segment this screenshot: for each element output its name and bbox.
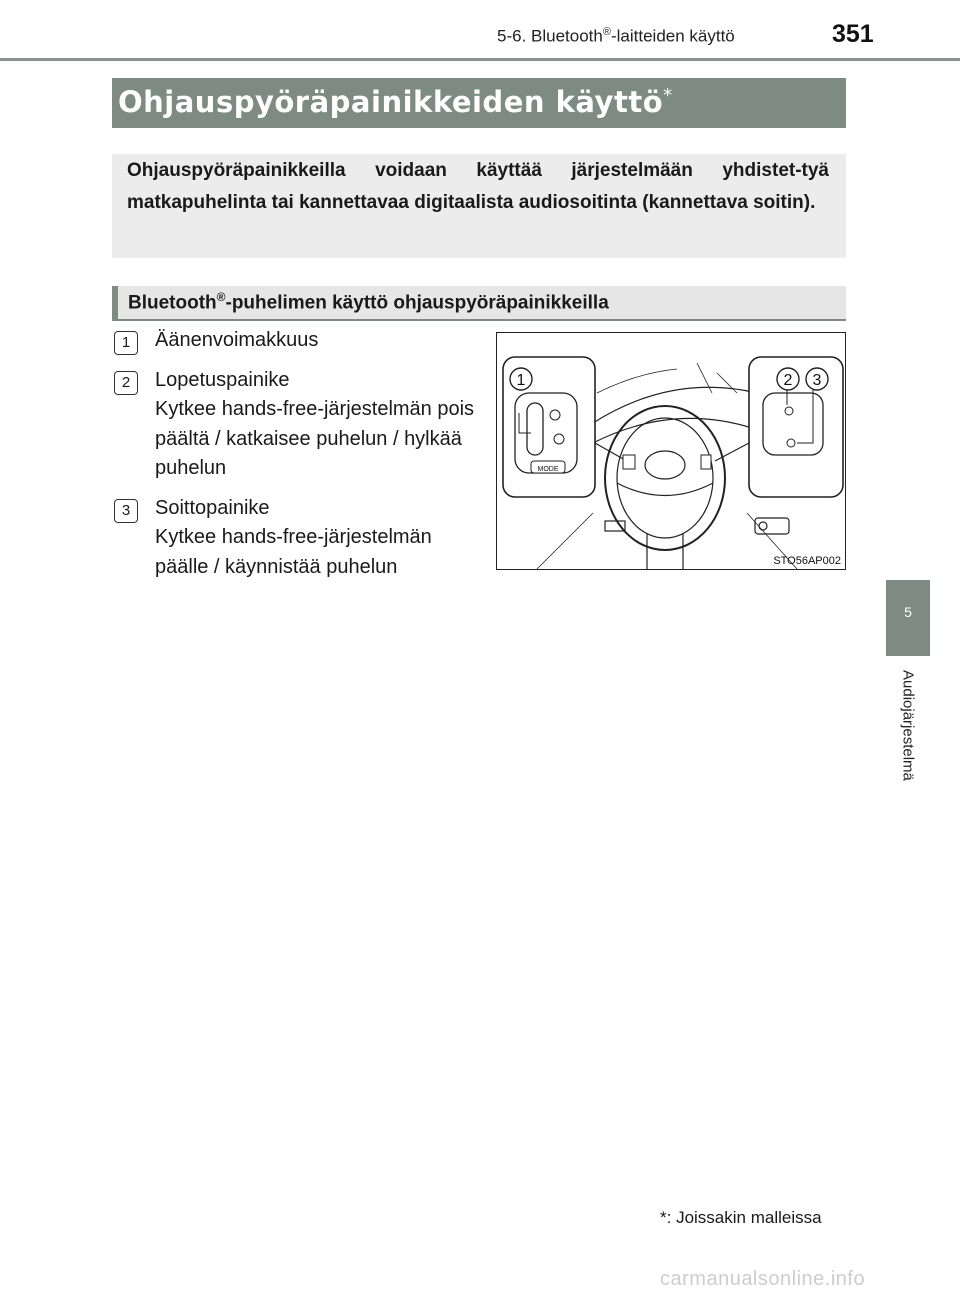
- subsection-heading-bar: [112, 286, 846, 320]
- page-title-bar: [112, 78, 846, 128]
- registered-mark: ®: [602, 26, 611, 38]
- callout-1: 1: [516, 372, 526, 389]
- intro-text: Ohjauspyöräpainikkeilla voidaan käyttää järjestelmään yhdistet-tyä matkapuhelinta tai kannettavaa digitaalista audiosoitinta (kannettava soitin).: [127, 160, 829, 213]
- section-heading: [497, 26, 735, 47]
- chapter-tab-title: Audiojärjestelmä: [899, 670, 917, 781]
- item-title: Soittopainike: [155, 496, 270, 519]
- subsection-underline: [112, 319, 846, 321]
- item-number-badge: 2: [114, 371, 138, 395]
- callout-2: 2: [783, 372, 793, 389]
- subsection-heading: [128, 290, 609, 314]
- subsection-suffix: -puhelimen käyttö ohjauspyöräpainikkeilla: [225, 292, 609, 314]
- list-item: [114, 366, 480, 484]
- steering-wheel-drawing: [497, 333, 847, 571]
- header-divider: [0, 58, 960, 61]
- footnote: [660, 1208, 822, 1228]
- registered-mark: ®: [216, 290, 226, 304]
- mode-label: MODE: [537, 466, 559, 473]
- item-number-badge: 3: [114, 499, 138, 523]
- asterisk-icon: *: [660, 1208, 667, 1227]
- asterisk-icon: *: [663, 85, 673, 106]
- watermark: carmanualsonline.info: [660, 1268, 866, 1290]
- intro-box: [112, 154, 846, 258]
- item-title: Lopetuspainike: [155, 368, 290, 391]
- list-item: [114, 326, 480, 356]
- page-number: 351: [832, 20, 874, 48]
- item-list: [114, 326, 480, 592]
- footnote-text: : Joissakin malleissa: [666, 1208, 822, 1227]
- steering-wheel-illustration: [496, 332, 846, 570]
- item-number-badge: 1: [114, 331, 138, 355]
- callout-3: 3: [812, 372, 822, 389]
- page-title-text: Ohjauspyöräpainikkeiden käyttö: [118, 85, 664, 119]
- item-description: Kytkee hands-free-järjestelmän päälle / käynnistää puhelun: [155, 526, 432, 578]
- item-title: Äänenvoimakkuus: [155, 329, 319, 351]
- item-description: Kytkee hands-free-järjestelmän pois päältä / katkaisee puhelun / hylkää puhelun: [155, 398, 475, 479]
- subsection-prefix: Bluetooth: [128, 292, 217, 314]
- section-prefix: 5-6. Bluetooth: [497, 26, 603, 46]
- list-item: [114, 494, 480, 583]
- page-title: [118, 85, 673, 119]
- figure-code: STO56AP002: [773, 555, 841, 567]
- section-suffix: -laitteiden käyttö: [610, 26, 735, 46]
- chapter-tab: [886, 660, 930, 830]
- chapter-tab-number: 5: [886, 580, 930, 656]
